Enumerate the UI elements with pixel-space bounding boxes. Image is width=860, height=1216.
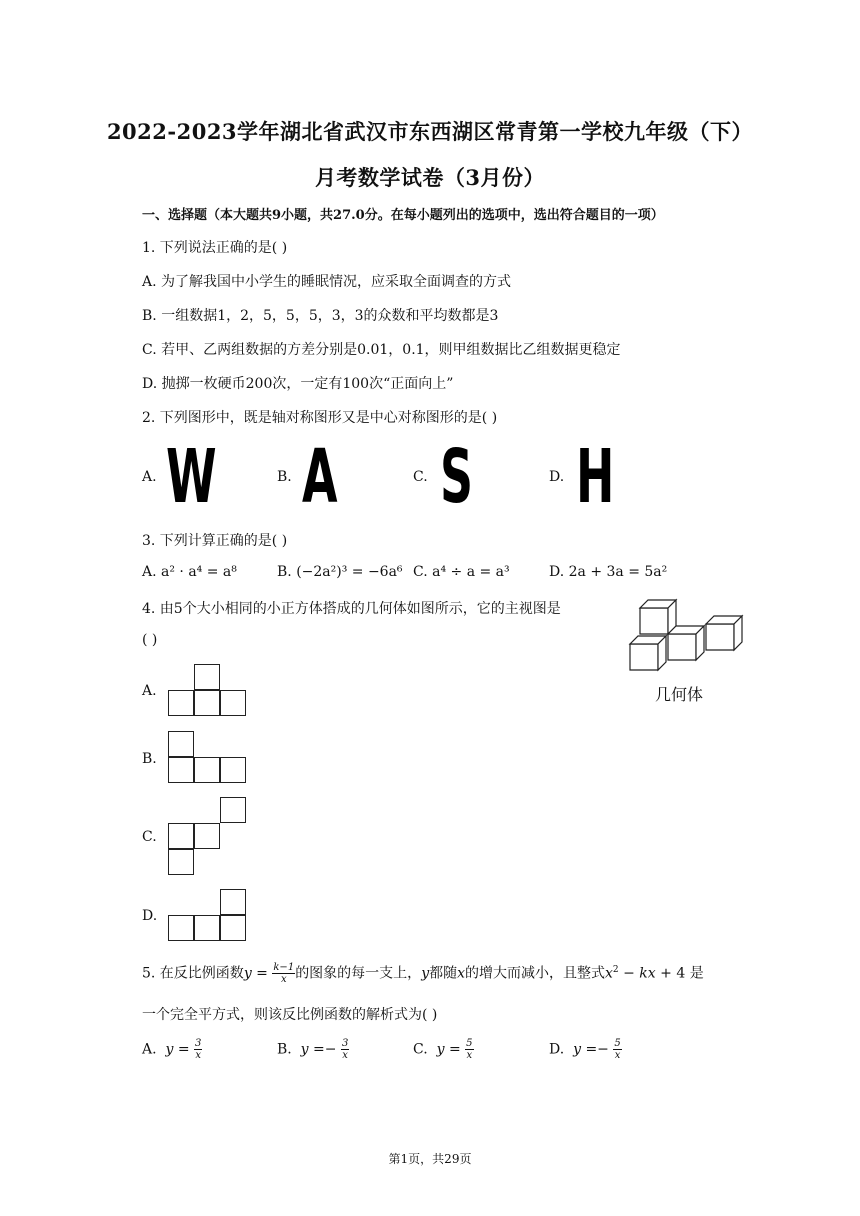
- q1-option-b: B. 一组数据1，2，5，5，5，3，3的众数和平均数都是3: [142, 308, 499, 324]
- q2-figure-a: A: [302, 434, 338, 520]
- q5-option-c: C. y = $\frac{5}{x}$: [413, 1038, 473, 1061]
- q3-option-d: D. 2a + 3a = 5a²: [549, 564, 668, 580]
- q2-label-d: D.: [549, 469, 565, 485]
- page-subtitle: 月考数学试卷（3月份）: [314, 165, 546, 190]
- q2-label-c: C.: [413, 469, 428, 485]
- q5-option-a: A. y = $\frac{3}{x}$: [142, 1038, 202, 1061]
- q1-stem: 1. 下列说法正确的是( ): [142, 240, 288, 256]
- q2-stem: 2. 下列图形中，既是轴对称图形又是中心对称图形的是( ): [142, 410, 498, 426]
- q5-stem: 5. 在反比例函数y = $\frac{k-1}{x}$ 的图象的每一支上，y都随x的增大而减小，且整式$x^2$ − kx + 4 是: [142, 962, 704, 985]
- q5-stem-line2: 一个完全平方式，则该反比例函数的解析式为( ): [142, 1007, 438, 1023]
- q2-label-b: B.: [277, 469, 292, 485]
- q1-option-d: D. 抛掷一枚硬币200次，一定有100次“正面向上”: [142, 376, 454, 392]
- q2-label-a: A.: [142, 469, 157, 485]
- q4-paren: ( ): [142, 632, 158, 648]
- q4-solid-figure: [628, 598, 752, 678]
- q2-figure-s: S: [440, 434, 474, 520]
- q4-label-b: B.: [142, 751, 157, 767]
- q5-fraction: $\frac{k-1}{x}$: [273, 962, 295, 985]
- page-title: 2022-2023学年湖北省武汉市东西湖区常青第一学校九年级（下）: [106, 119, 754, 144]
- q4-figure-caption: 几何体: [655, 685, 704, 704]
- section-heading: 一、选择题（本大题共9小题，共27.0分。在每小题列出的选项中，选出符合题目的一项）: [142, 208, 664, 223]
- q1-option-c: C. 若甲、乙两组数据的方差分别是0.01，0.1，则甲组数据比乙组数据更稳定: [142, 342, 621, 358]
- q3-stem: 3. 下列计算正确的是( ): [142, 533, 288, 549]
- q5-option-b: B. y =− $\frac{3}{x}$: [277, 1038, 349, 1061]
- q3-option-c: C. a⁴ ÷ a = a³: [413, 564, 510, 580]
- q4-stem: 4. 由5个大小相同的小正方体搭成的几何体如图所示，它的主视图是: [142, 601, 561, 617]
- q3-option-a: A. a² · a⁴ = a⁸: [142, 564, 237, 580]
- q4-label-a: A.: [142, 683, 157, 699]
- q4-label-d: D.: [142, 908, 158, 924]
- q1-option-a: A. 为了解我国中小学生的睡眠情况，应采取全面调查的方式: [142, 274, 512, 290]
- q2-figure-w: W: [166, 434, 217, 520]
- q3-option-b: B. (−2a²)³ = −6a⁶: [277, 564, 403, 580]
- q2-figure-h: H: [576, 434, 615, 520]
- page-footer: 第1页，共29页: [388, 1152, 472, 1166]
- q4-label-c: C.: [142, 829, 157, 845]
- q5-option-d: D. y =− $\frac{5}{x}$: [549, 1038, 621, 1061]
